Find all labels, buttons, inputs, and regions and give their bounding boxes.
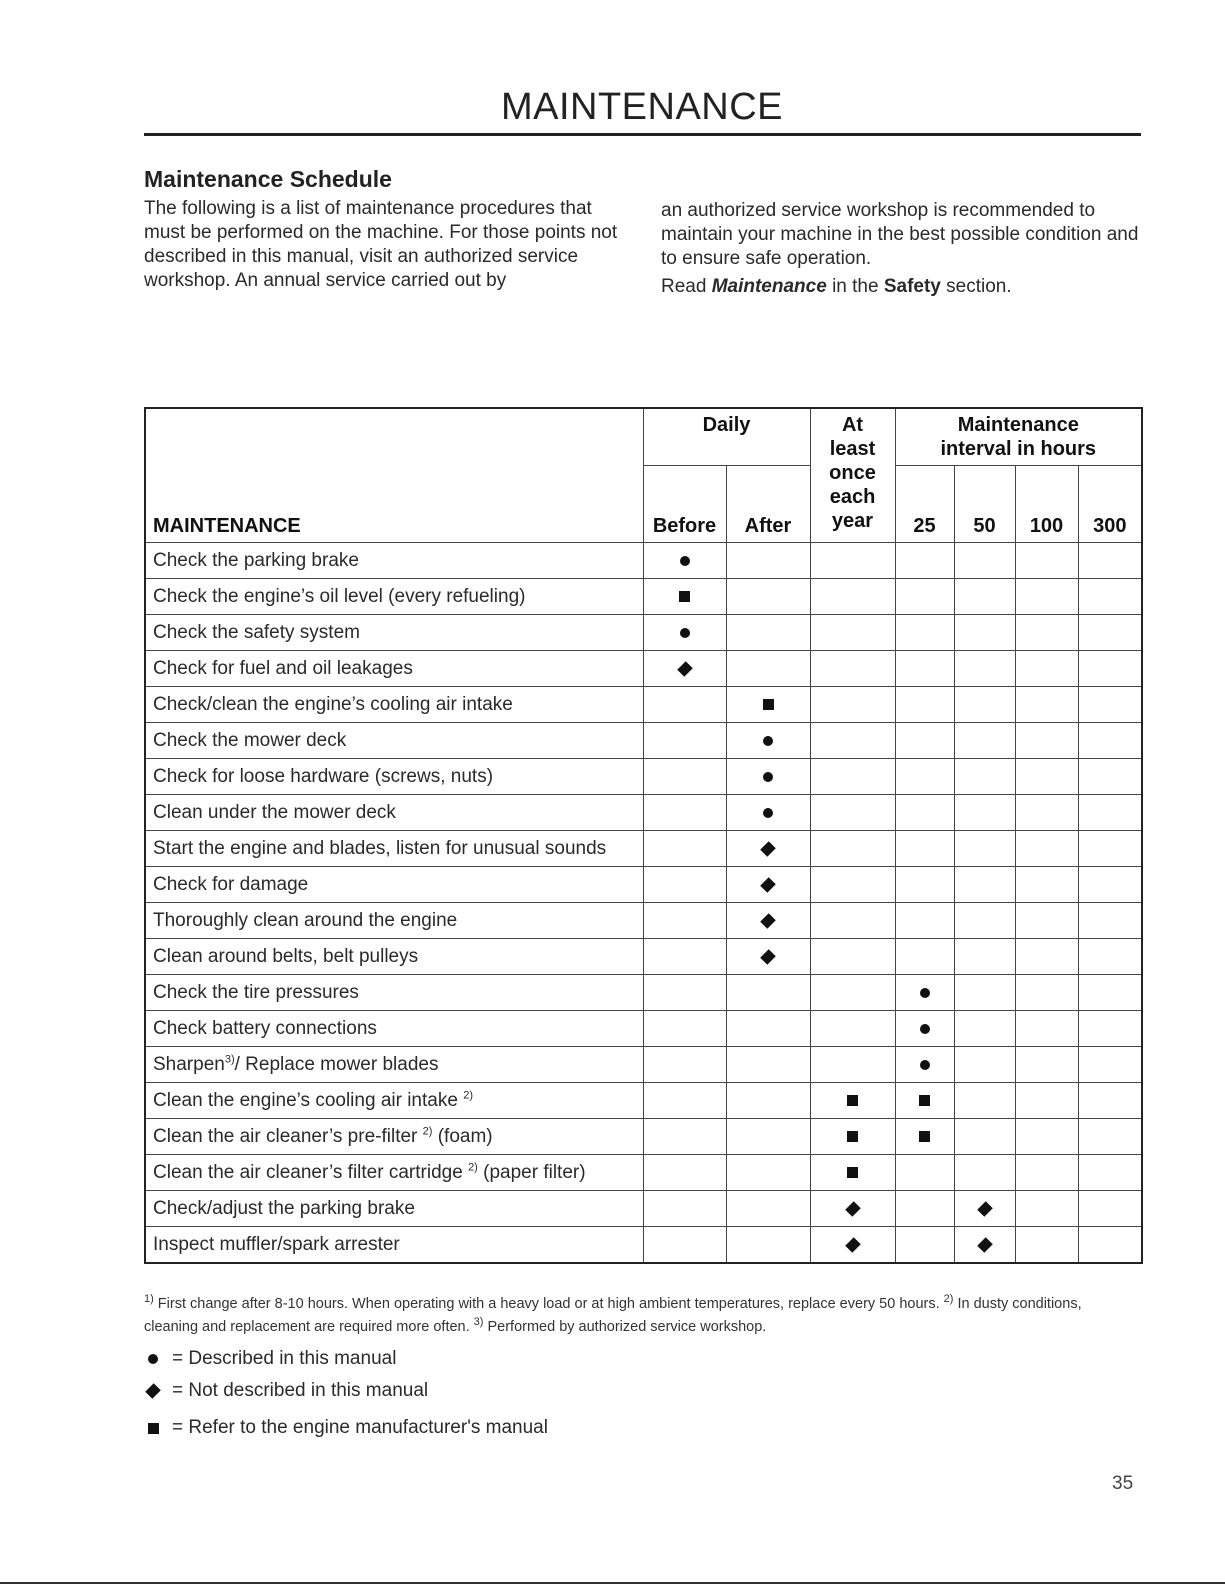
task-label: Inspect muffler/spark arrester [153,1233,400,1255]
task-label: Check for fuel and oil leakages [153,657,413,679]
mark-cell-h100 [1015,903,1078,939]
legend-diamond [146,1380,428,1402]
table-row [145,543,1142,579]
mark-cell-h300 [1078,795,1142,831]
mark-cell-after [726,867,810,903]
legend-dot [146,1348,396,1370]
mark-cell-h50 [954,759,1015,795]
header-after: After [726,466,810,543]
mark-cell-h100 [1015,975,1078,1011]
mark-cell-before [643,579,726,615]
task-label: Check for loose hardware (screws, nuts) [153,765,494,787]
mark-cell-h25 [895,759,954,795]
diamond-icon [977,1201,993,1217]
table-row [145,795,1142,831]
mark-cell-after [726,1011,810,1047]
table-row [145,831,1142,867]
mark-cell-year [810,831,895,867]
read-suffix: section. [940,276,1012,297]
mark-cell-h100 [1015,687,1078,723]
mark-cell-after [726,759,810,795]
footnote-1-marker: 1) [144,1293,154,1306]
mark-cell-after [726,579,810,615]
table-row [145,579,1142,615]
table-row [145,939,1142,975]
intro-text-right-body: an authorized service workshop is recommended to maintain your machine in the best possible condition and to ensure safe operation. [661,200,1139,269]
table-row [145,1011,1142,1047]
dot-icon [680,628,690,638]
mark-cell-h100 [1015,579,1078,615]
footnote-2: In dusty conditions, cleaning and replacement are required more often. [144,1296,1082,1335]
diamond-icon [677,661,693,677]
diamond-icon [145,1383,161,1399]
dot-icon [920,1060,930,1070]
mark-cell-after [726,1155,810,1191]
mark-cell-h50 [954,687,1015,723]
mark-cell-h300 [1078,867,1142,903]
square-icon [847,1131,858,1142]
task-footnote-ref: 2) [468,1161,478,1174]
mark-cell-before [643,1011,726,1047]
task-footnote-ref: 3) [224,1053,235,1066]
mark-cell-year [810,1227,895,1264]
task-cell [145,1155,643,1191]
square-icon [148,1423,159,1434]
mark-cell-h100 [1015,615,1078,651]
table-row [145,1227,1142,1264]
table-row [145,903,1142,939]
mark-cell-year [810,795,895,831]
mark-cell-year [810,975,895,1011]
mark-cell-before [643,687,726,723]
mark-cell-h300 [1078,1083,1142,1119]
legend-square-text: = Refer to the engine manufacturer's manual [172,1417,548,1438]
table-row [145,1155,1142,1191]
task-cell [145,867,643,903]
mark-cell-h50 [954,1155,1015,1191]
mark-cell-after [726,723,810,759]
mark-cell-year [810,1047,895,1083]
task-cell [145,795,643,831]
mark-cell-h50 [954,1047,1015,1083]
page-number: 35 [1112,1473,1134,1494]
mark-cell-h100 [1015,831,1078,867]
mark-cell-h100 [1015,1011,1078,1047]
mark-cell-before [643,759,726,795]
square-icon [847,1167,858,1178]
square-icon [919,1131,930,1142]
table-row [145,615,1142,651]
task-label: Check the mower deck [153,729,347,751]
mark-cell-h300 [1078,903,1142,939]
dot-icon [920,1024,930,1034]
diamond-icon [977,1237,993,1253]
mark-cell-h50 [954,975,1015,1011]
mark-cell-h300 [1078,615,1142,651]
mark-cell-h100 [1015,1119,1078,1155]
mark-cell-h25 [895,1191,954,1227]
mark-cell-year [810,759,895,795]
mark-cell-h50 [954,1119,1015,1155]
header-yearly: At least once each year [810,408,895,543]
mark-cell-after [726,1119,810,1155]
legend-diamond-text: = Not described in this manual [172,1380,429,1401]
mark-cell-h300 [1078,1155,1142,1191]
mark-cell-year [810,903,895,939]
mark-cell-h25 [895,579,954,615]
mark-cell-h50 [954,903,1015,939]
mark-cell-after [726,543,810,579]
task-label: Check for damage [153,873,309,895]
mark-cell-after [726,1083,810,1119]
mark-cell-before [643,1047,726,1083]
table-row [145,651,1142,687]
task-label: Clean the air cleaner’s filter cartridge [153,1161,469,1183]
mark-cell-before [643,1155,726,1191]
mark-cell-h25 [895,903,954,939]
mark-cell-h300 [1078,1227,1142,1264]
diamond-icon [760,913,776,929]
mark-cell-h100 [1015,1155,1078,1191]
task-cell [145,615,643,651]
square-icon [847,1095,858,1106]
footnote-3-marker: 3) [473,1316,484,1329]
mark-cell-after [726,939,810,975]
task-cell [145,579,643,615]
mark-cell-h50 [954,939,1015,975]
mark-cell-h100 [1015,1191,1078,1227]
mark-cell-year [810,1155,895,1191]
read-prefix: Read [661,276,712,297]
mark-cell-h50 [954,651,1015,687]
mark-cell-before [643,1119,726,1155]
task-label: Check the engine’s oil level (every refueling) [153,585,526,607]
mark-cell-h100 [1015,1047,1078,1083]
mark-cell-after [726,1191,810,1227]
mark-cell-h100 [1015,1227,1078,1264]
mark-cell-after [726,903,810,939]
mark-cell-h300 [1078,651,1142,687]
mark-cell-year [810,687,895,723]
mark-cell-h50 [954,1191,1015,1227]
mark-cell-before [643,615,726,651]
task-label: Check the safety system [153,621,360,643]
task-label: Start the engine and blades, listen for unusual sounds [153,837,607,859]
dot-icon [763,808,773,818]
mark-cell-h300 [1078,1119,1142,1155]
task-footnote-ref: 2) [463,1089,473,1102]
legend-square [146,1417,548,1439]
read-mid: in the [826,276,884,297]
mark-cell-year [810,543,895,579]
mark-cell-h50 [954,579,1015,615]
bottom-rule [0,1582,1225,1584]
mark-cell-before [643,543,726,579]
mark-cell-h100 [1015,867,1078,903]
diamond-icon [760,949,776,965]
mark-cell-h100 [1015,651,1078,687]
task-label: Clean around belts, belt pulleys [153,945,419,967]
task-label: Clean the engine’s cooling air intake [153,1089,464,1111]
task-cell [145,543,643,579]
mark-cell-after [726,651,810,687]
header-before: Before [643,466,726,543]
mark-cell-h50 [954,867,1015,903]
task-label: Check/clean the engine’s cooling air intake [153,693,513,715]
mark-cell-h50 [954,615,1015,651]
mark-cell-h300 [1078,975,1142,1011]
mark-cell-before [643,723,726,759]
mark-cell-h25 [895,687,954,723]
mark-cell-h25 [895,1011,954,1047]
diamond-icon [845,1237,861,1253]
dot-icon [763,772,773,782]
mark-cell-year [810,867,895,903]
intro-text-right [661,199,1141,299]
mark-cell-h25 [895,1047,954,1083]
task-footnote-ref: 2) [422,1125,433,1138]
mark-cell-h50 [954,1011,1015,1047]
header-50: 50 [954,466,1015,543]
mark-cell-h300 [1078,939,1142,975]
mark-cell-h300 [1078,543,1142,579]
mark-cell-h100 [1015,939,1078,975]
task-label-rest: (paper filter) [477,1161,586,1183]
mark-cell-h300 [1078,723,1142,759]
mark-cell-h50 [954,1083,1015,1119]
section-heading: Maintenance Schedule [144,166,392,192]
header-300: 300 [1078,466,1142,543]
task-cell [145,723,643,759]
diamond-icon [845,1201,861,1217]
table-row [145,867,1142,903]
mark-cell-before [643,1191,726,1227]
task-cell [145,1191,643,1227]
table-row [145,723,1142,759]
mark-cell-after [726,831,810,867]
mark-cell-h50 [954,1227,1015,1264]
mark-cell-before [643,651,726,687]
task-label: Sharpen [153,1053,225,1075]
mark-cell-h25 [895,975,954,1011]
mark-cell-after [726,1047,810,1083]
mark-cell-year [810,1083,895,1119]
mark-cell-before [643,1227,726,1264]
mark-cell-h25 [895,831,954,867]
task-cell [145,1011,643,1047]
mark-cell-h100 [1015,759,1078,795]
mark-cell-h25 [895,1227,954,1264]
dot-icon [680,556,690,566]
mark-cell-before [643,867,726,903]
footnote-1: First change after 8-10 hours. When operating with a heavy load or at high ambient temperatures, replace every 50 hours. [153,1296,944,1312]
legend-dot-text: = Described in this manual [172,1348,397,1369]
footnotes [144,1293,1134,1339]
mark-cell-h300 [1078,1047,1142,1083]
table-row [145,1119,1142,1155]
mark-cell-year [810,1119,895,1155]
mark-cell-year [810,1011,895,1047]
dot-icon [763,736,773,746]
mark-cell-after [726,975,810,1011]
maintenance-reference: Maintenance [711,276,827,297]
table-row [145,759,1142,795]
square-icon [919,1095,930,1106]
task-cell [145,975,643,1011]
mark-cell-h25 [895,1119,954,1155]
task-label: Clean under the mower deck [153,801,396,823]
mark-cell-h25 [895,651,954,687]
mark-cell-before [643,975,726,1011]
mark-cell-h25 [895,867,954,903]
mark-cell-h100 [1015,1083,1078,1119]
mark-cell-h300 [1078,579,1142,615]
mark-cell-after [726,687,810,723]
mark-cell-h25 [895,1083,954,1119]
dot-icon [148,1354,158,1364]
table-row [145,1047,1142,1083]
mark-cell-h25 [895,615,954,651]
mark-cell-h50 [954,831,1015,867]
mark-cell-h300 [1078,831,1142,867]
dot-icon [920,988,930,998]
task-cell [145,687,643,723]
mark-cell-h25 [895,723,954,759]
diamond-icon [760,841,776,857]
mark-cell-h25 [895,939,954,975]
mark-cell-h100 [1015,723,1078,759]
mark-cell-year [810,615,895,651]
table-row [145,975,1142,1011]
mark-cell-h100 [1015,795,1078,831]
task-label: Thoroughly clean around the engine [153,909,458,931]
mark-cell-after [726,615,810,651]
mark-cell-year [810,651,895,687]
header-daily: Daily [643,408,810,466]
schedule-rows [145,543,1142,1264]
mark-cell-year [810,939,895,975]
task-label: Clean the air cleaner’s pre-filter [153,1125,423,1147]
task-cell [145,1119,643,1155]
task-cell [145,1083,643,1119]
footnote-2-marker: 2) [943,1293,954,1306]
task-cell [145,903,643,939]
mark-cell-h100 [1015,543,1078,579]
task-cell [145,1047,643,1083]
header-25: 25 [895,466,954,543]
mark-cell-h50 [954,723,1015,759]
safety-reference: Safety [883,276,941,297]
task-cell [145,831,643,867]
maintenance-schedule-table [144,407,1143,1264]
mark-cell-h300 [1078,1191,1142,1227]
mark-cell-before [643,1083,726,1119]
page-title: MAINTENANCE [500,86,784,128]
mark-cell-h25 [895,543,954,579]
square-icon [679,591,690,602]
header-100: 100 [1015,466,1078,543]
mark-cell-h300 [1078,687,1142,723]
task-cell [145,651,643,687]
mark-cell-year [810,579,895,615]
mark-cell-year [810,723,895,759]
mark-cell-h300 [1078,1011,1142,1047]
task-cell [145,939,643,975]
header-maintenance: MAINTENANCE [145,408,643,543]
footnote-3: Performed by authorized service workshop. [483,1319,767,1335]
diamond-icon [760,877,776,893]
mark-cell-after [726,1227,810,1264]
mark-cell-before [643,795,726,831]
table-row [145,687,1142,723]
mark-cell-h25 [895,795,954,831]
intro-text-left: The following is a list of maintenance procedures that must be performed on the machine. For those points not described in this manual, visit an authorized service workshop. An annual service carried out by [144,198,618,291]
table-row [145,1191,1142,1227]
mark-cell-before [643,903,726,939]
task-label-rest: (foam) [432,1125,493,1147]
mark-cell-h25 [895,1155,954,1191]
header-interval: Maintenance interval in hours [895,408,1142,466]
task-label: Check the parking brake [153,549,359,571]
read-safety-line [661,275,1141,299]
task-label: Check the tire pressures [153,981,359,1003]
task-label: Check battery connections [153,1017,377,1039]
task-cell [145,1227,643,1264]
table-row [145,1083,1142,1119]
mark-cell-h50 [954,795,1015,831]
task-label-rest: / Replace mower blades [234,1053,439,1075]
mark-cell-after [726,795,810,831]
task-label: Check/adjust the parking brake [153,1197,415,1219]
mark-cell-before [643,831,726,867]
title-rule [144,133,1141,136]
mark-cell-before [643,939,726,975]
square-icon [763,699,774,710]
task-cell [145,759,643,795]
mark-cell-h300 [1078,759,1142,795]
mark-cell-year [810,1191,895,1227]
mark-cell-h50 [954,543,1015,579]
